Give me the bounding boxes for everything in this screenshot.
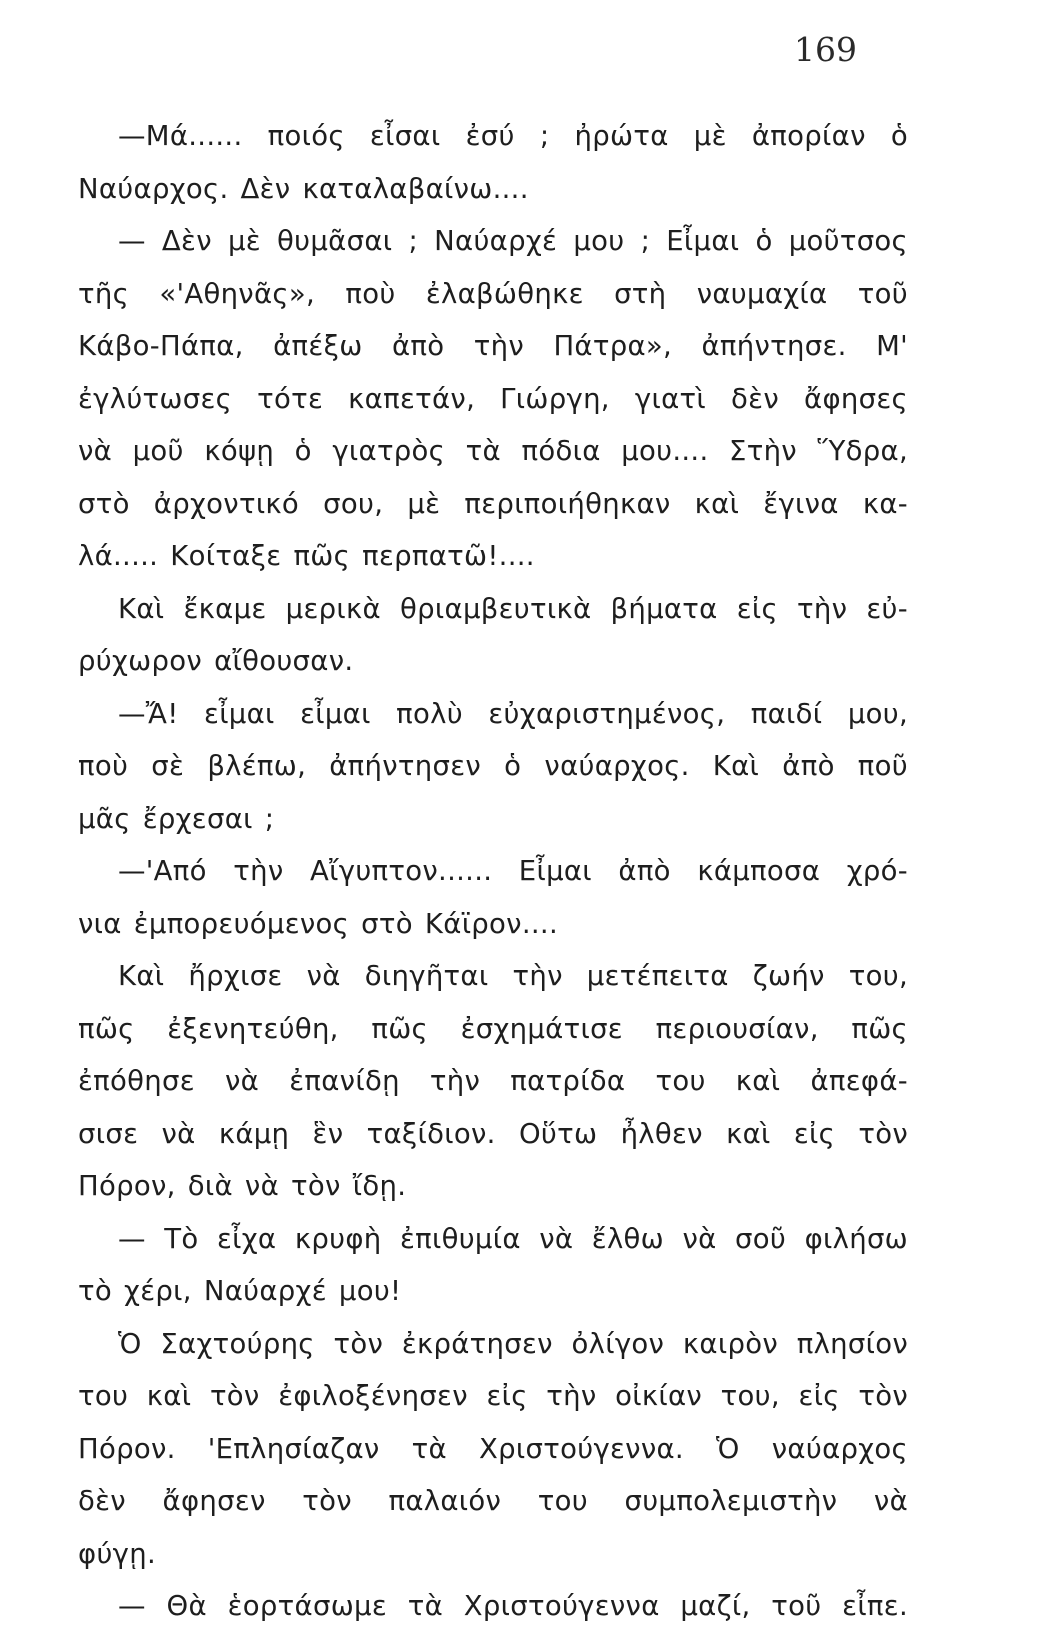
text-line: φύγῃ. [78,1537,156,1570]
text-line: ἐγλύτωσες τότε καπετάν, Γιώργη, γιατὶ δὲν ἄφησες [78,382,908,415]
text-line: — Τὸ εἶχα κρυφὴ ἐπιθυμία νὰ ἔλθω νὰ σοῦ φιλήσω [118,1222,908,1255]
text-line: Ναύαρχος. Δὲν καταλαβαίνω.... [78,172,529,205]
text-line: Κάβο-Πάπα, ἀπέξω ἀπὸ τὴν Πάτρα», ἀπήντησε. Μ' [78,330,908,362]
text-line: λά..... Κοίταξε πῶς περπατῶ!.... [78,540,535,572]
text-line: —'Από τὴν Αἴγυπτον...... Εἶμαι ἀπὸ κάμποσα χρό- [118,855,908,887]
page-number: 169 [794,30,857,69]
text-line: νια ἐμπορευόμενος στὸ Κάϊρον.... [78,907,558,940]
text-line: Πόρον, διὰ νὰ τὸν ἴδῃ. [78,1170,407,1202]
text-line: ρύχωρον αἴθουσαν. [78,645,354,677]
text-line: — Δὲν μὲ θυμᾶσαι ; Ναύαρχέ μου ; Εἶμαι ὁ μοῦτσος [118,225,908,257]
text-body [78,110,908,1633]
text-line: τῆς «'Αθηνᾶς», ποὺ ἐλαβώθηκε στὴ ναυμαχία τοῦ [78,277,908,310]
text-line: Πόρον. 'Επλησίαζαν τὰ Χριστούγεννα. Ὁ ναύαρχος [78,1432,908,1465]
text-line: —Μά...... ποιός εἶσαι ἐσύ ; ἠρώτα μὲ ἀπορίαν ὁ [118,120,908,152]
text-line: τὸ χέρι, Ναύαρχέ μου! [78,1275,402,1307]
text-line: του καὶ τὸν ἐφιλοξένησεν εἰς τὴν οἰκίαν του, εἰς τὸν [78,1380,908,1412]
text-line: Καὶ ἤρχισε νὰ διηγῆται τὴν μετέπειτα ζωήν του, [118,960,908,992]
text-line: Καὶ ἔκαμε μερικὰ θριαμβευτικὰ βήματα εἰς τὴν εὐ- [118,592,908,625]
text-line: Ὁ Σαχτούρης τὸν ἐκράτησεν ὀλίγον καιρὸν πλησίον [118,1327,908,1360]
text-line: ἐπόθησε νὰ ἐπανίδῃ τὴν πατρίδα του καὶ ἀπεφά- [78,1065,908,1097]
text-line: πῶς ἐξενητεύθη, πῶς ἐσχημάτισε περιουσίαν, πῶς [78,1012,908,1045]
text-line: ποὺ σὲ βλέπω, ἀπήντησεν ὁ ναύαρχος. Καὶ ἀπὸ ποῦ [78,750,908,782]
text-line: στὸ ἀρχοντικό σου, μὲ περιποιήθηκαν καὶ ἔγινα κα- [78,487,908,520]
text-line: — Θὰ ἑορτάσωμε τὰ Χριστούγεννα μαζί, τοῦ εἶπε. [118,1590,908,1622]
text-line: νὰ μοῦ κόψῃ ὁ γιατρὸς τὰ πόδια μου.... Στὴν Ὕδρα, [78,435,908,467]
text-line: —Ἄ! εἶμαι εἶμαι πολὺ εὐχαριστημένος, παιδί μου, [118,697,908,730]
text-line: δὲν ἄφησεν τὸν παλαιόν του συμπολεμιστὴν νὰ [78,1485,908,1517]
text-line: σισε νὰ κάμῃ ἓν ταξίδιον. Οὕτω ἦλθεν καὶ εἰς τὸν [78,1117,908,1150]
text-line: μᾶς ἔρχεσαι ; [78,802,275,835]
